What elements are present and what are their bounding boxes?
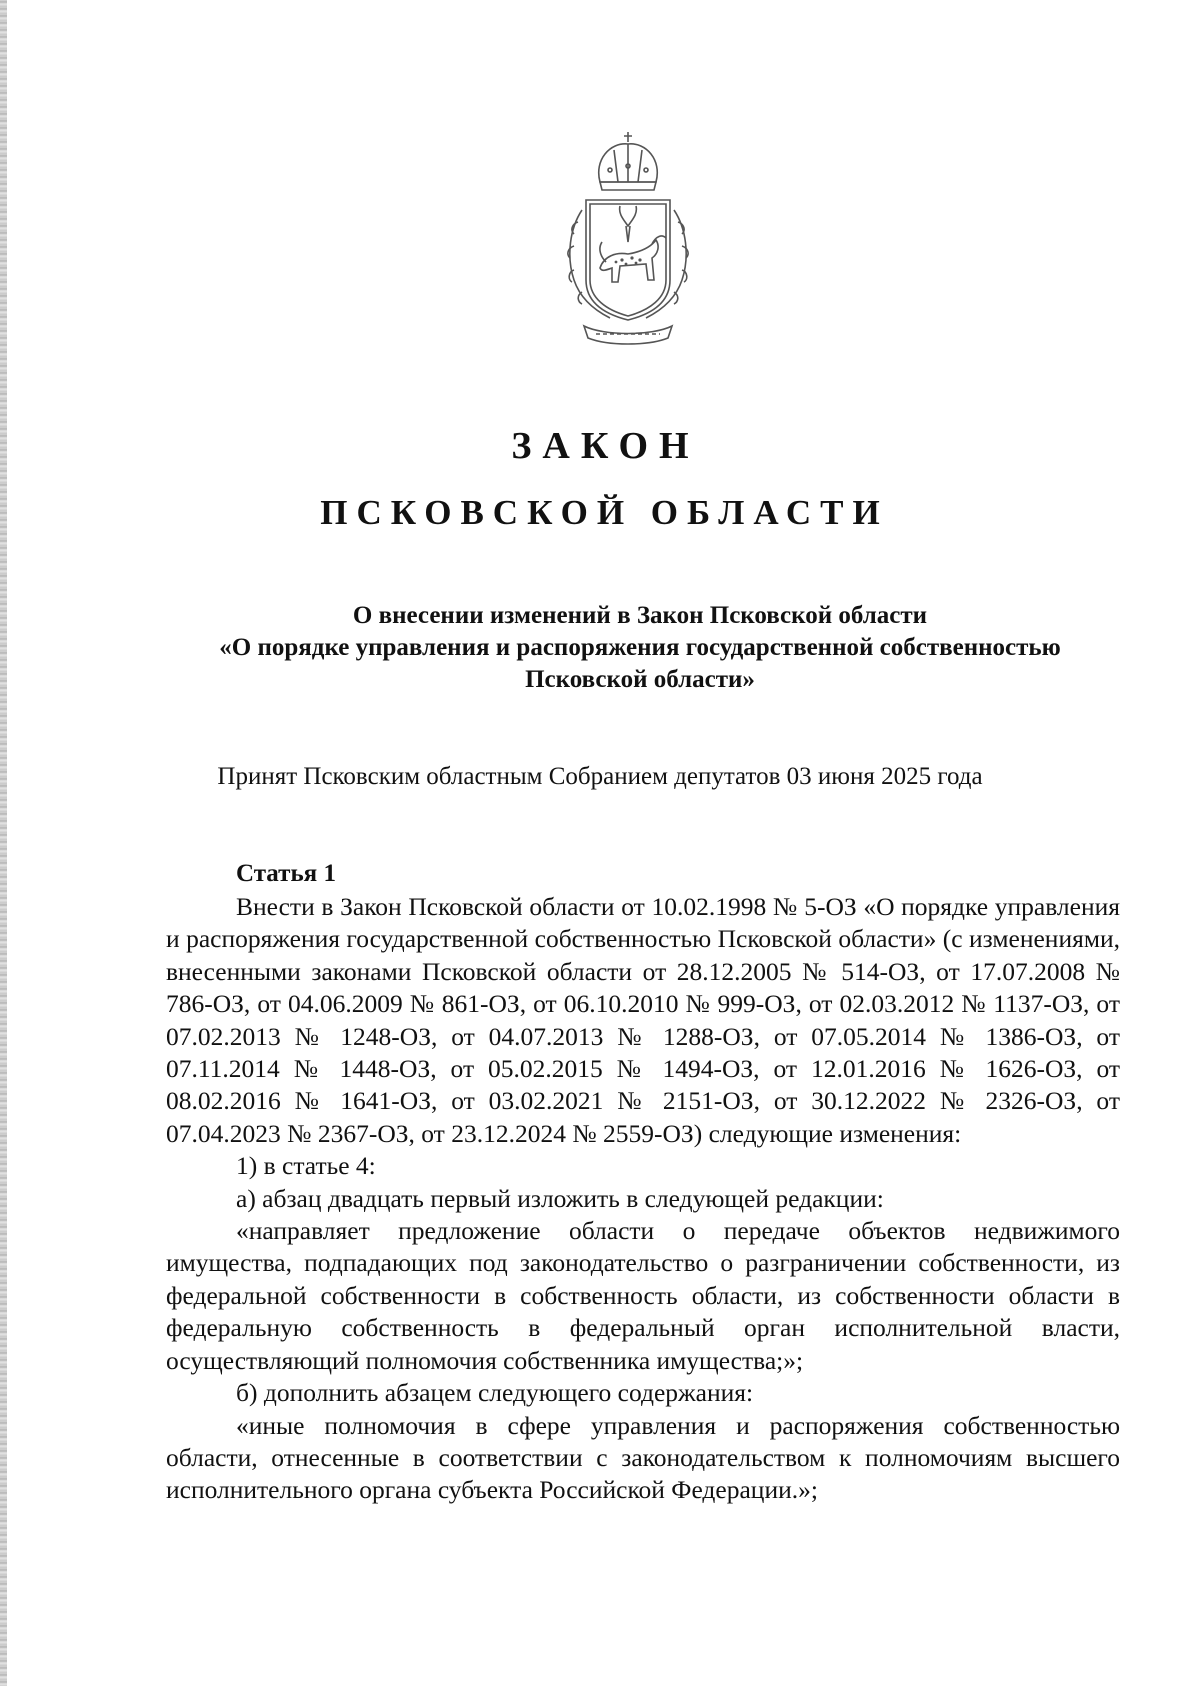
article-body	[166, 891, 1120, 1507]
subject-line: О внесении изменений в Закон Псковской области	[352, 602, 928, 629]
paragraph: а) абзац двадцать первый изложить в следующей редакции:	[236, 1183, 884, 1213]
paragraph: 1) в статье 4:	[236, 1151, 376, 1181]
region-title: ПСКОВСКОЙ ОБЛАСТИ	[320, 493, 889, 532]
paragraph: «направляет предложение области о передаче объектов недвижимого имущества, подпадающих под законодательство о разграничении собственности, из федеральной собственности в собственность области, из собственности области в федеральную собственность в федеральный орган исполнительной власти, осуществляющий полномочия собственника имущества;»;	[166, 1216, 1120, 1375]
subject-line: «О порядке управления и распоряжения государственной собственностью	[219, 634, 1061, 661]
law-subject	[160, 600, 1120, 696]
paragraph: б) дополнить абзацем следующего содержания:	[236, 1378, 754, 1408]
scan-edge	[0, 0, 7, 1686]
adoption-statement: Принят Псковским областным Собранием депутатов 03 июня 2025 года	[217, 763, 983, 790]
law-title: ЗАКОН	[511, 425, 700, 467]
article-heading: Статья 1	[236, 860, 336, 887]
subject-line: Псковской области»	[525, 666, 755, 693]
pskov-coat-of-arms-icon	[548, 130, 708, 362]
paragraph: «иные полномочия в сфере управления и распоряжения собственностью области, отнесенные в соответствии с законодательством к полномочиям высшего исполнительного органа субъекта Российской Федерации.»;	[166, 1410, 1120, 1505]
paragraph: Внести в Закон Псковской области от 10.02.1998 № 5-ОЗ «О порядке управления и распоряжения государственной собственностью Псковской области» (с изменениями, внесенными законами Псковской области от 28.12.2005 № 514-ОЗ, от 17.07.2008 № 786-ОЗ, от 04.06.2009 № 861-ОЗ, от 06.10.2010 № 999-ОЗ, от 02.03.2012 № 1137-ОЗ, от 07.02.2013 № 1248-ОЗ, от 04.07.2013 № 1288-ОЗ, от 07.05.2014 № 1386-ОЗ, от 07.11.2014 № 1448-ОЗ, от 05.02.2015 № 1494-ОЗ, от 12.01.2016 № 1626-ОЗ, от 08.02.2016 № 1641-ОЗ, от 03.02.2021 № 2151-ОЗ, от 30.12.2022 № 2326-ОЗ, от 07.04.2023 № 2367-ОЗ, от 23.12.2024 № 2559-ОЗ) следующие изменения:	[166, 892, 1120, 1148]
